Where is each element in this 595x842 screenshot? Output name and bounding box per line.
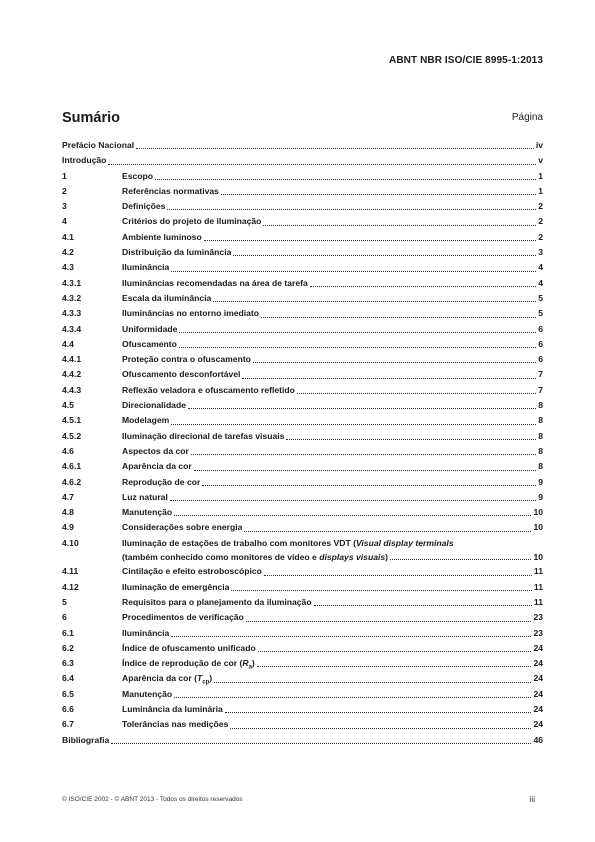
toc-leader-dots bbox=[261, 316, 536, 318]
toc-leader-dots bbox=[246, 620, 532, 622]
toc-entry-title: Referências normativas bbox=[122, 185, 219, 196]
toc-entry[interactable] bbox=[62, 169, 543, 184]
toc-entry-page: 24 bbox=[533, 673, 543, 684]
toc-entry[interactable] bbox=[62, 429, 543, 444]
toc-entry-title: Reflexão veladora e ofuscamento refletido bbox=[122, 384, 295, 395]
toc-entry-number: 4.6.2 bbox=[62, 476, 82, 487]
toc-leader-dots bbox=[233, 254, 536, 256]
toc-entry[interactable] bbox=[62, 641, 543, 656]
toc-entry-title: Cintilação e efeito estroboscópico bbox=[122, 566, 262, 577]
toc-entry-number: 4.1 bbox=[62, 231, 74, 242]
toc-entry-number: 4.11 bbox=[62, 566, 79, 577]
toc-entry-page: 11 bbox=[533, 566, 543, 577]
toc-entry[interactable] bbox=[62, 276, 543, 291]
toc-entry-number: 4.3.1 bbox=[62, 277, 82, 288]
toc-entry-number: 4.8 bbox=[62, 507, 74, 518]
toc-entry-page: iv bbox=[535, 140, 543, 150]
toc-entry[interactable] bbox=[62, 383, 543, 398]
toc-entry-page: 8 bbox=[538, 415, 543, 426]
toc-entry-number: 4 bbox=[62, 216, 67, 227]
toc-entry[interactable] bbox=[62, 580, 543, 595]
toc-entry-page: 10 bbox=[533, 522, 543, 533]
toc-leader-dots bbox=[155, 178, 536, 180]
toc-entry-title: Distribuição da luminância bbox=[122, 247, 232, 258]
toc-entry-title: Iluminação direcional de tarefas visuais bbox=[122, 430, 285, 441]
toc-entry-number: 4.10 bbox=[62, 537, 79, 548]
toc-entry[interactable] bbox=[62, 214, 543, 229]
toc-entry-number: 4.12 bbox=[62, 581, 79, 592]
toc-entry-page: 11 bbox=[533, 581, 543, 592]
toc-leader-dots bbox=[179, 346, 536, 348]
toc-leader-dots bbox=[258, 650, 532, 652]
toc-entry-page: 9 bbox=[538, 491, 543, 502]
toc-entry-page: 8 bbox=[538, 400, 543, 411]
toc-entry-number: 4.3.2 bbox=[62, 292, 82, 303]
toc-entry-page: 10 bbox=[533, 551, 543, 562]
toc-entry[interactable] bbox=[62, 260, 543, 275]
toc-leader-dots bbox=[242, 377, 536, 379]
toc-entry-page: 11 bbox=[533, 596, 543, 607]
standard-code: ABNT NBR ISO/CIE 8995-1:2013 bbox=[389, 55, 543, 66]
toc-entry[interactable] bbox=[62, 564, 543, 579]
toc-entry[interactable] bbox=[62, 337, 543, 352]
toc-entry-number: 5 bbox=[62, 596, 67, 607]
toc-entry[interactable] bbox=[62, 626, 543, 641]
toc-entry-title: Uniformidade bbox=[122, 323, 178, 334]
toc-entry-page: 8 bbox=[538, 430, 543, 441]
toc-entry-page: 24 bbox=[533, 658, 543, 669]
toc-leader-dots bbox=[191, 453, 536, 455]
toc-entry[interactable] bbox=[62, 536, 543, 565]
toc-entry-page: 2 bbox=[538, 216, 543, 227]
toc-entry-number: 6.1 bbox=[62, 627, 74, 638]
toc-entry-page: 6 bbox=[538, 323, 543, 334]
toc-entry[interactable] bbox=[62, 687, 543, 702]
page-column-label: Página bbox=[511, 112, 543, 123]
toc-entry[interactable] bbox=[62, 656, 543, 671]
toc-entry-title: Luz natural bbox=[122, 491, 168, 502]
toc-entry[interactable] bbox=[62, 306, 543, 321]
toc-leader-dots bbox=[171, 270, 536, 272]
toc-entry-title: Requisitos para o planejamento da iluminação bbox=[122, 596, 312, 607]
toc-entry-number: 4.7 bbox=[62, 491, 74, 502]
toc-entry-number: 6 bbox=[62, 612, 67, 623]
toc-leader-dots bbox=[310, 285, 536, 287]
toc-entry-number: 4.4.3 bbox=[62, 384, 82, 395]
toc-entry-number: 4.3.4 bbox=[62, 323, 82, 334]
toc-entry-title: Escopo bbox=[122, 170, 154, 181]
toc-entry-page: 24 bbox=[533, 703, 543, 714]
toc-entry-number: 4.6 bbox=[62, 445, 74, 456]
toc-entry-title: Direcionalidade bbox=[122, 400, 186, 411]
toc-entry-title: Iluminação de estações de trabalho com monitores VDT (Visual display terminals (também conhecido como monitores de vídeo e displays visuais) 10 bbox=[122, 536, 543, 565]
footer-page-number: iii bbox=[529, 795, 535, 804]
toc-entry-number: 4.3.3 bbox=[62, 308, 82, 319]
toc-leader-dots bbox=[171, 423, 536, 425]
toc-entry[interactable] bbox=[62, 444, 543, 459]
toc-entry[interactable] bbox=[62, 199, 543, 214]
toc-leader-dots bbox=[174, 696, 531, 698]
toc-entry-number: 6.4 bbox=[62, 673, 74, 684]
toc-entry-number: 4.2 bbox=[62, 247, 74, 258]
toc-entry[interactable] bbox=[62, 413, 543, 428]
toc-entry[interactable] bbox=[62, 398, 543, 413]
toc-leader-dots bbox=[111, 742, 531, 744]
toc-leader-dots bbox=[170, 499, 536, 501]
toc-entry-title: Manutenção bbox=[122, 507, 173, 518]
toc-entry-page: v bbox=[538, 155, 543, 166]
toc-entry[interactable] bbox=[62, 138, 543, 153]
toc-entry-page: 23 bbox=[533, 627, 543, 638]
toc-entry-page: 24 bbox=[533, 688, 543, 699]
toc-entry[interactable] bbox=[62, 459, 543, 474]
toc-entry-page: 7 bbox=[538, 384, 543, 395]
toc-entry-page: 46 bbox=[533, 734, 543, 745]
toc-entry[interactable] bbox=[62, 671, 543, 686]
toc-entry-page: 5 bbox=[538, 292, 543, 303]
table-of-contents bbox=[62, 138, 543, 748]
toc-entry-number: 1 bbox=[62, 170, 67, 181]
toc-entry-number: 4.3 bbox=[62, 262, 74, 273]
toc-entry-title: Iluminação de emergência bbox=[122, 581, 230, 592]
toc-entry-page: 2 bbox=[538, 231, 543, 242]
toc-entry-number: 6.3 bbox=[62, 658, 74, 669]
toc-leader-dots bbox=[171, 635, 531, 637]
toc-entry-page: 10 bbox=[533, 507, 543, 518]
toc-entry-number: 6.6 bbox=[62, 703, 74, 714]
toc-entry-page: 5 bbox=[538, 308, 543, 319]
toc-leader-dots bbox=[257, 665, 532, 667]
toc-entry-title: Índice de reprodução de cor $(R_a)$ bbox=[122, 658, 255, 671]
toc-entry-page: 4 bbox=[538, 262, 543, 273]
toc-entry-number: 3 bbox=[62, 201, 67, 212]
toc-entry[interactable] bbox=[62, 352, 543, 367]
toc-entry-number: 4.4 bbox=[62, 338, 74, 349]
toc-leader-dots bbox=[188, 407, 536, 409]
toc-leader-dots bbox=[286, 438, 536, 440]
toc-entry-title: Iluminância bbox=[122, 262, 170, 273]
toc-entry-number: 4.5 bbox=[62, 400, 74, 411]
toc-entry-title: Iluminância bbox=[122, 627, 170, 638]
toc-entry-title: Bibliografia bbox=[62, 734, 110, 745]
toc-entry-title: Luminância da luminária bbox=[122, 703, 223, 714]
toc-leader-dots bbox=[202, 484, 536, 486]
toc-entry[interactable] bbox=[62, 153, 543, 168]
toc-entry-title: Prefácio Nacional bbox=[62, 140, 135, 150]
toc-entry-title: Considerações sobre energia bbox=[122, 522, 243, 533]
toc-entry[interactable] bbox=[62, 717, 543, 732]
toc-entry-page: 6 bbox=[538, 354, 543, 365]
toc-entry[interactable] bbox=[62, 245, 543, 260]
toc-entry-title: Introdução bbox=[62, 155, 107, 166]
toc-leader-dots bbox=[108, 163, 536, 165]
toc-entry[interactable] bbox=[62, 291, 543, 306]
toc-entry-title: Manutenção bbox=[122, 688, 173, 699]
toc-entry-number: 4.4.1 bbox=[62, 354, 82, 365]
toc-leader-dots bbox=[213, 300, 536, 302]
toc-entry-title: Tolerâncias nas medições bbox=[122, 719, 229, 730]
toc-entry-page: 7 bbox=[538, 369, 543, 380]
toc-entry-title: Iluminâncias no entorno imediato bbox=[122, 308, 260, 319]
toc-entry-page: 1 bbox=[538, 185, 543, 196]
toc-entry-title: Ambiente luminoso bbox=[122, 231, 202, 242]
toc-leader-dots bbox=[390, 558, 531, 560]
toc-entry-number: 6.5 bbox=[62, 688, 74, 699]
toc-entry[interactable] bbox=[62, 702, 543, 717]
toc-entry-page: 23 bbox=[533, 612, 543, 623]
toc-entry[interactable] bbox=[62, 733, 543, 748]
toc-entry-number: 4.6.1 bbox=[62, 461, 82, 472]
toc-entry-title: Modelagem bbox=[122, 415, 170, 426]
toc-entry[interactable] bbox=[62, 490, 543, 505]
toc-entry[interactable] bbox=[62, 475, 543, 490]
toc-leader-dots bbox=[244, 530, 531, 532]
toc-entry-page: 3 bbox=[538, 247, 543, 258]
toc-entry-title: Procedimentos de verificação bbox=[122, 612, 244, 623]
toc-entry-title: Iluminâncias recomendadas na área de tarefa bbox=[122, 277, 308, 288]
toc-entry-page: 8 bbox=[538, 445, 543, 456]
toc-leader-dots bbox=[230, 727, 531, 729]
toc-entry-page: 6 bbox=[538, 338, 543, 349]
toc-entry-page: 1 bbox=[538, 170, 543, 181]
toc-leader-dots bbox=[264, 574, 532, 576]
toc-leader-dots bbox=[204, 239, 536, 241]
toc-entry-page: 8 bbox=[538, 461, 543, 472]
toc-entry-title: Aspectos da cor bbox=[122, 445, 189, 456]
toc-entry-number: 6.2 bbox=[62, 642, 74, 653]
toc-leader-dots bbox=[314, 604, 532, 606]
toc-entry-title: Aparência da cor bbox=[122, 461, 192, 472]
toc-entry-title: Definições bbox=[122, 201, 166, 212]
toc-entry-page: 2 bbox=[538, 201, 543, 212]
toc-entry-title: Aparência da cor $(T_{cp})$ bbox=[122, 673, 213, 687]
toc-entry-title: Ofuscamento desconfortável bbox=[122, 369, 241, 380]
footer-copyright: © ISO/CIE 2002 - © ABNT 2013 - Todos os direitos reservados bbox=[62, 796, 243, 803]
toc-leader-dots bbox=[231, 589, 531, 591]
toc-entry[interactable] bbox=[62, 230, 543, 245]
toc-leader-dots bbox=[225, 711, 532, 713]
toc-entry-number: 4.5.2 bbox=[62, 430, 82, 441]
toc-entry[interactable] bbox=[62, 322, 543, 337]
toc-leader-dots bbox=[221, 193, 536, 195]
toc-entry-title: Proteção contra o ofuscamento bbox=[122, 354, 251, 365]
toc-entry[interactable] bbox=[62, 610, 543, 625]
toc-leader-dots bbox=[136, 147, 534, 149]
toc-leader-dots bbox=[214, 681, 531, 683]
toc-entry[interactable] bbox=[62, 184, 543, 199]
toc-entry-number: 4.5.1 bbox=[62, 415, 82, 426]
toc-entry-title: Índice de ofuscamento unificado bbox=[122, 642, 256, 653]
toc-title: Sumário bbox=[62, 110, 121, 126]
toc-entry[interactable] bbox=[62, 505, 543, 520]
toc-entry-page: 9 bbox=[538, 476, 543, 487]
toc-entry-title: Critérios do projeto de iluminação bbox=[122, 216, 262, 227]
toc-entry[interactable] bbox=[62, 367, 543, 382]
toc-entry-title: Reprodução de cor bbox=[122, 476, 201, 487]
toc-entry-number: 4.4.2 bbox=[62, 369, 82, 380]
toc-leader-dots bbox=[179, 331, 536, 333]
toc-leader-dots bbox=[253, 361, 536, 363]
toc-leader-dots bbox=[167, 208, 536, 210]
toc-entry-page: 4 bbox=[538, 277, 543, 288]
toc-entry-page: 24 bbox=[533, 719, 543, 730]
toc-entry-number: 2 bbox=[62, 185, 67, 196]
toc-leader-dots bbox=[174, 514, 531, 516]
toc-entry-title: Ofuscamento bbox=[122, 338, 177, 349]
toc-entry[interactable] bbox=[62, 520, 543, 535]
toc-entry-number: 6.7 bbox=[62, 719, 74, 730]
toc-leader-dots bbox=[263, 224, 536, 226]
toc-entry[interactable] bbox=[62, 595, 543, 610]
toc-leader-dots bbox=[194, 469, 536, 471]
toc-entry-title: Escala da iluminância bbox=[122, 292, 212, 303]
toc-entry-number: 4.9 bbox=[62, 522, 74, 533]
toc-entry-page: 24 bbox=[533, 642, 543, 653]
toc-leader-dots bbox=[297, 392, 536, 394]
